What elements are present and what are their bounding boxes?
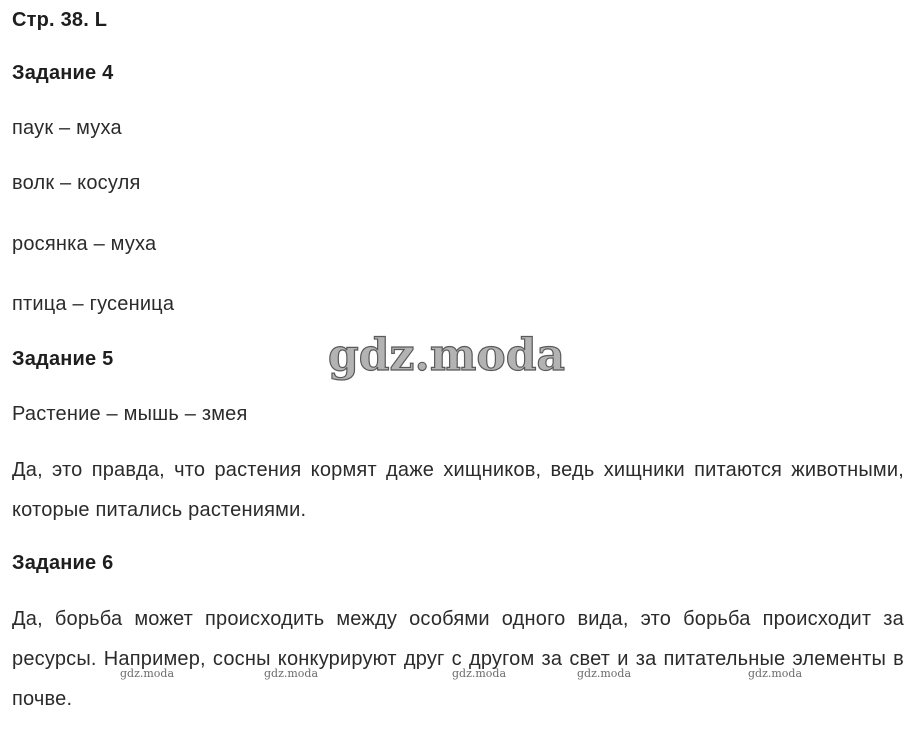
task-5-title: Задание 5 [12, 348, 114, 370]
watermark-small-1: gdz.moda [120, 667, 175, 680]
watermark-small-5: gdz.moda [748, 667, 803, 680]
task-4-line-4: птица – гусеница [12, 293, 175, 315]
page-header: Стр. 38. L [12, 9, 108, 31]
task-6-title: Задание 6 [12, 552, 114, 574]
task-5-answer: Да, это правда, что растения кормят даже хищников, ведь хищники питаются животными, которые питались растениями. [12, 459, 904, 521]
task-5-chain: Растение – мышь – змея [12, 403, 248, 425]
task-4-line-3: росянка – муха [12, 233, 157, 255]
task-6-answer: Да, борьба может происходить между особями одного вида, это борьба происходит за ресурсы. Например, сосны конкурируют друг с другом за свет и за питательные элементы в почве. [12, 608, 904, 710]
task-4-line-1: паук – муха [12, 117, 122, 139]
watermark-small-4: gdz.moda [577, 667, 632, 680]
watermark-small-3: gdz.moda [452, 667, 507, 680]
watermark-logo: gdz.moda [328, 330, 566, 381]
watermark-small-2: gdz.moda [264, 667, 319, 680]
task-4-title: Задание 4 [12, 62, 114, 84]
task-4-line-2: волк – косуля [12, 172, 141, 194]
